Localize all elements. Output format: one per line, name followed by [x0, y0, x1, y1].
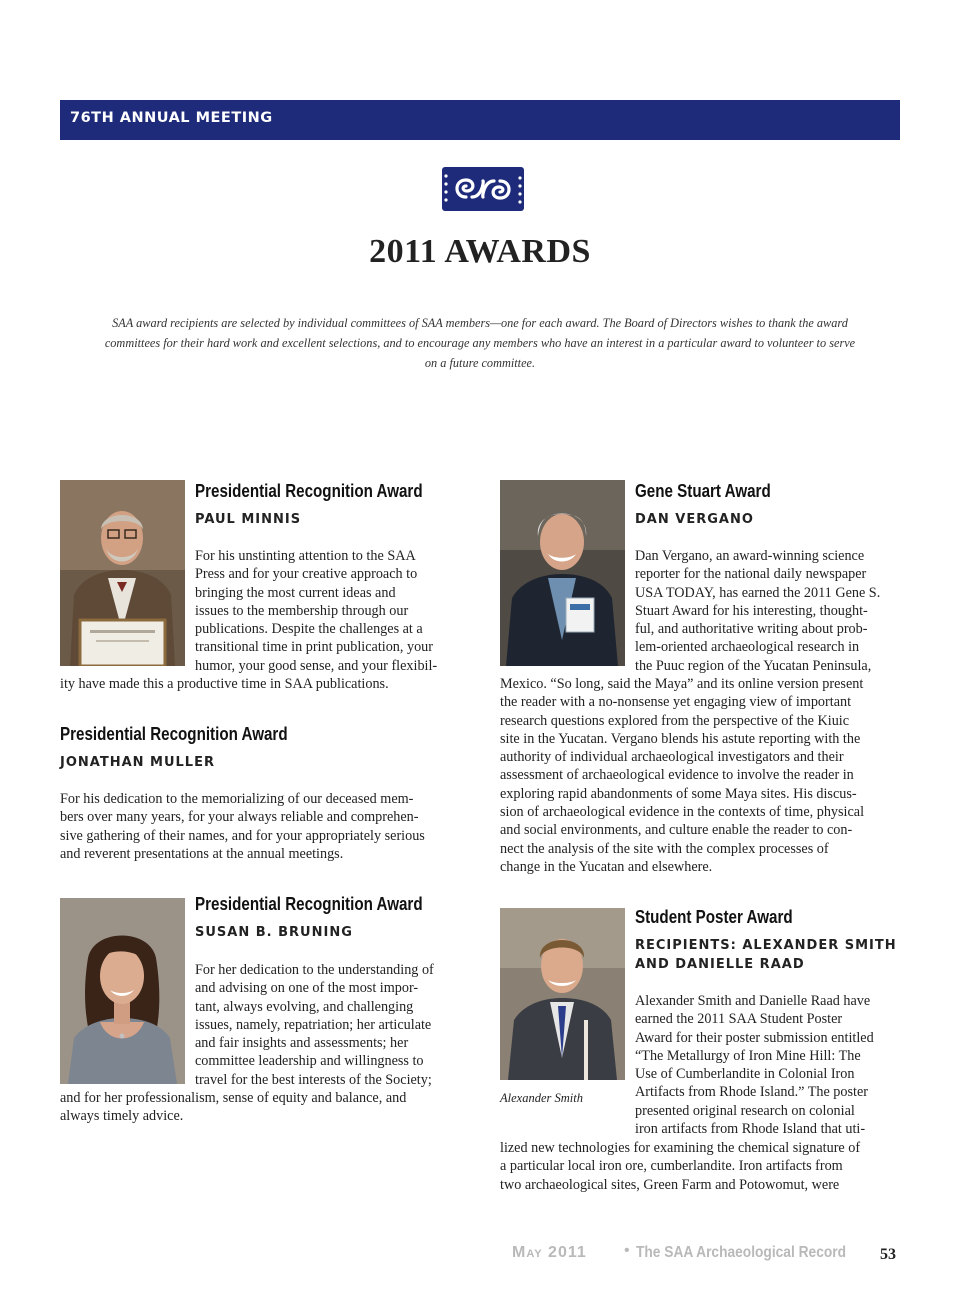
recipient-student-poster-line1: RECIPIENTS: ALEXANDER SMITH: [635, 938, 897, 953]
award-title-muller: Presidential Recognition Award: [60, 723, 288, 744]
page-number: 53: [880, 1246, 896, 1263]
photo-paul-minnis: [60, 480, 185, 666]
award-title-minnis: Presidential Recognition Award: [195, 480, 423, 501]
award-text-vergano-tail: Mexico. “So long, said the Maya” and its online version present the reader with a no-nonsense yet engaging view of important research questions explored from the perspective of the Kiuic site in the Yucatan. Vergano blends his astute reporting with the authority of individual archaeological investigators and their assessment of archaeological evidence to involve the reader in exploring rapid abandonments of some Maya sites. His discus- sion of archaeological evidence in the contexts of time, physical and social environments, and culture enable the reader to con- nect the analysis of the site with the complex processes of change in the Yucatan and elsewhere.: [500, 676, 865, 875]
photo-alexander-smith: [500, 908, 625, 1080]
award-title-bruning: Presidential Recognition Award: [195, 893, 423, 914]
recipient-minnis: PAUL MINNIS: [195, 512, 302, 527]
recipient-vergano: DAN VERGANO: [635, 512, 754, 527]
award-text-minnis-tail: ity have made this a productive time in SAA publications.: [60, 676, 389, 692]
footer-separator: •: [624, 1242, 630, 1259]
award-text-bruning: For her dedication to the understanding of and advising on one of the most impor- tant, always evolving, and challenging issues, namely, repatriation; her articulate and fair insights and assessments; her committee leadership and willingness to travel for the best interests of the Society;: [195, 962, 434, 1088]
award-text-bruning-tail: and for her professionalism, sense of equity and balance, and always timely advice.: [60, 1090, 407, 1125]
award-text-student-poster-tail: lized new technologies for examining the chemical signature of a particular local iron ore, cumberlandite. Iron artifacts from two archaeological sites, Green Farm and Potowomut, were: [500, 1140, 861, 1193]
award-text-student-poster: Alexander Smith and Danielle Raad have earned the 2011 SAA Student Poster Award for their poster submission entitled “The Metallurgy of Iron Mine Hill: The Use of Cumberlandite in Colonial Iron Artifacts from Rhode Island.” The poster presented original research on colonial iron artifacts from Rhode Island that uti-: [635, 993, 874, 1138]
recipient-bruning: SUSAN B. BRUNING: [195, 925, 353, 940]
award-text-minnis: For his unstinting attention to the SAA Press and for your creative approach to bringing the most current ideas and issues to the membership through our publications. Despite the challenges at a transitional time in print publication, your humor, your good sense, and your flexibil-: [195, 548, 438, 674]
intro-paragraph: SAA award recipients are selected by individual committees of SAA members—one for each award. The Board of Directors wishes to thank the award committees for their hard work and excellent selections, and to encourage any members who have an interest in a particular award to volunteer to serve on a future committee.: [104, 316, 856, 370]
section-label: 76TH ANNUAL MEETING: [70, 110, 273, 126]
page-title: 2011 AWARDS: [369, 233, 591, 270]
award-text-muller: For his dedication to the memorializing of our deceased mem- bers over many years, for your always reliable and comprehen- sive gathering of their names, and for your appropriately serious and reverent presentations at the annual meetings.: [60, 791, 425, 862]
award-title-student-poster: Student Poster Award: [635, 906, 793, 927]
award-text-vergano: Dan Vergano, an award-winning science reporter for the national daily newspaper USA TODAY, has earned the 2011 Gene S. Stuart Award for his interesting, thought- ful, and authoritative writing about prob- lem-oriented archaeological research in the Puuc region of the Yucatan Peninsula,: [635, 548, 881, 674]
photo-caption: Alexander Smith: [500, 1091, 583, 1105]
footer-journal-name: The SAA Archaeological Record: [636, 1244, 847, 1261]
photo-susan-bruning: [60, 898, 185, 1084]
recipient-student-poster-line2: AND DANIELLE RAAD: [635, 957, 805, 972]
saa-logo: [442, 167, 524, 211]
award-title-vergano: Gene Stuart Award: [635, 480, 771, 501]
photo-dan-vergano: [500, 480, 625, 666]
footer-issue: May 2011: [512, 1244, 587, 1261]
section-banner: [60, 100, 900, 140]
recipient-muller: JONATHAN MULLER: [60, 755, 215, 770]
